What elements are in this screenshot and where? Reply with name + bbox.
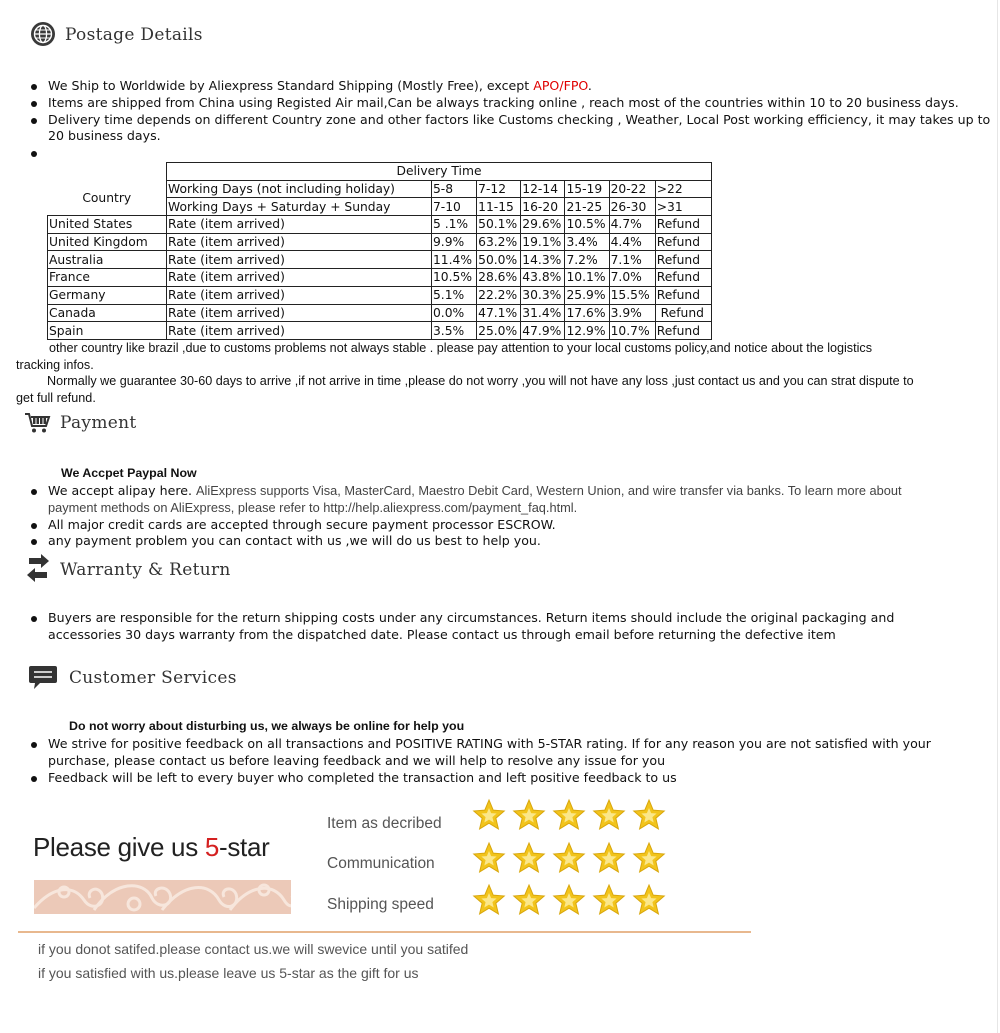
star-icon (632, 798, 666, 832)
star-icon (472, 798, 506, 832)
star-icon (472, 883, 506, 917)
list-item: We Ship to Worldwide by Aliexpress Standard Shipping (Mostly Free), except APO/FPO. (22, 78, 992, 95)
table-cell: 11-15 (477, 198, 521, 216)
customs-note-line: tracking infos. (16, 358, 94, 372)
table-cell: 7.2% (565, 251, 609, 269)
table-row (48, 251, 712, 269)
list-item: All major credit cards are accepted through secure payment processor ESCROW. (22, 517, 982, 534)
table-cell: 3.9% (609, 304, 655, 322)
table-corner (48, 163, 167, 181)
star-row-shipping (472, 883, 666, 917)
table-cell: 0.0% (431, 304, 476, 322)
table-cell: 15-19 (565, 180, 609, 198)
table-cell: 28.6% (477, 269, 521, 287)
table-cell: 4.7% (609, 216, 655, 234)
chat-bubble-icon (28, 665, 58, 691)
rate-label: Rate (item arrived) (167, 269, 432, 287)
divider (18, 931, 751, 933)
country-cell: United Kingdom (48, 233, 167, 251)
table-cell: 7.0% (609, 269, 655, 287)
row-label: Working Days (not including holiday) (167, 180, 432, 198)
table-row (48, 304, 712, 322)
list-item: Items are shipped from China using Registed Air mail,Can be always tracking online , reach most of the countries within 10 to 20 business days. (22, 95, 992, 112)
list-item: We accept alipay here. AliExpress supports Visa, MasterCard, Maestro Debit Card, Western Union, and wire transfer via banks. To learn more about payment methods on AliExpress, please refer to http://help.aliexpress.com/payment_faq.html. (22, 483, 982, 517)
list-item: any payment problem you can contact with us ,we will do us best to help you. (22, 533, 982, 550)
decorative-swirl-banner (34, 880, 291, 914)
table-cell: 3.5% (431, 322, 476, 340)
table-cell: 4.4% (609, 233, 655, 251)
star-icon (552, 798, 586, 832)
table-cell: 30.3% (521, 286, 565, 304)
table-cell: 9.9% (431, 233, 476, 251)
star-icon (512, 841, 546, 875)
paypal-note: We Accpet Paypal Now (61, 466, 197, 480)
table-cell: 7-12 (477, 180, 521, 198)
table-cell: 5.1% (431, 286, 476, 304)
payment-title: Payment (60, 413, 137, 433)
guarantee-note-line: Normally we guarantee 30-60 days to arrive ,if not arrive in time ,please do not worry ,you will not have any loss ,just contact us and you can strat dispute to (47, 374, 914, 388)
table-cell: >22 (655, 180, 711, 198)
table-cell: 12.9% (565, 322, 609, 340)
star-icon (512, 798, 546, 832)
table-cell: 22.2% (477, 286, 521, 304)
table-row (48, 322, 712, 340)
table-cell: 47.1% (477, 304, 521, 322)
table-cell: 29.6% (521, 216, 565, 234)
footer-line: if you donot satifed.please contact us.we will swevice until you satifed (38, 941, 469, 957)
table-cell: >31 (655, 198, 711, 216)
customs-note-line: other country like brazil ,due to customs problems not always stable . please pay attention to your local customs policy,and notice about the logistics (49, 341, 872, 355)
table-cell: 25.0% (477, 322, 521, 340)
rate-label: Rate (item arrived) (167, 233, 432, 251)
table-cell: 20-22 (609, 180, 655, 198)
list-item: We strive for positive feedback on all transactions and POSITIVE RATING with 5-STAR rating. If for any reason you are not satisfied with your purchase, please contact us before leaving feedback and we will help to resolve any issue for you (22, 736, 942, 770)
table-cell: 19.1% (521, 233, 565, 251)
five-star-request: Please give us 5-star (33, 832, 270, 862)
excluded-region: APO/FPO (533, 78, 588, 93)
rate-label: Rate (item arrived) (167, 251, 432, 269)
table-cell: Refund (655, 269, 711, 287)
star-icon (552, 841, 586, 875)
star-icon (552, 883, 586, 917)
table-cell: 10.5% (431, 269, 476, 287)
table-cell: Refund (655, 286, 711, 304)
star-icon (512, 883, 546, 917)
table-row (48, 269, 712, 287)
table-cell: 7.1% (609, 251, 655, 269)
star-icon (472, 841, 506, 875)
table-cell: 3.4% (565, 233, 609, 251)
payment-header (24, 411, 136, 435)
online-note: Do not worry about disturbing us, we always be online for help you (69, 719, 465, 733)
rate-label: Rate (item arrived) (167, 304, 432, 322)
list-item: Delivery time depends on different Country zone and other factors like Customs checking , Weather, Local Post working efficiency, it may takes up to 20 business days. (22, 112, 992, 146)
table-cell: 14.3% (521, 251, 565, 269)
rating-label-item: Item as decribed (327, 815, 442, 832)
list-item: Feedback will be left to every buyer who completed the transaction and left positive feedback to us (22, 770, 942, 787)
table-row (48, 233, 712, 251)
payment-bullets (22, 483, 982, 550)
table-cell: 10.1% (565, 269, 609, 287)
table-cell: 12-14 (521, 180, 565, 198)
country-cell: Spain (48, 322, 167, 340)
table-cell: Refund (655, 216, 711, 234)
row-label: Working Days + Saturday + Sunday (167, 198, 432, 216)
delivery-time-table (47, 162, 712, 340)
table-cell: 10.5% (565, 216, 609, 234)
rating-label-communication: Communication (327, 855, 435, 872)
postage-bullets (22, 78, 992, 162)
country-header: Country (48, 180, 167, 215)
table-cell: 15.5% (609, 286, 655, 304)
star-icon (592, 841, 626, 875)
country-cell: United States (48, 216, 167, 234)
exchange-arrows-icon (25, 554, 51, 586)
table-cell: 17.6% (565, 304, 609, 322)
customer-bullets (22, 736, 942, 786)
shopping-cart-icon (24, 411, 52, 435)
table-cell: Refund (655, 233, 711, 251)
page-edge (997, 0, 998, 1033)
table-cell: Refund (655, 251, 711, 269)
table-cell: 50.1% (477, 216, 521, 234)
rate-label: Rate (item arrived) (167, 286, 432, 304)
country-cell: France (48, 269, 167, 287)
table-cell: 5-8 (431, 180, 476, 198)
table-row (48, 286, 712, 304)
country-cell: Canada (48, 304, 167, 322)
table-cell: 31.4% (521, 304, 565, 322)
postage-title: Postage Details (65, 25, 203, 45)
table-cell: 5 .1% (431, 216, 476, 234)
table-cell: 11.4% (431, 251, 476, 269)
country-cell: Australia (48, 251, 167, 269)
table-cell: 21-25 (565, 198, 609, 216)
swirl-pattern-icon (34, 880, 291, 914)
postage-header (29, 20, 203, 50)
table-cell: 26-30 (609, 198, 655, 216)
warranty-title: Warranty & Return (60, 560, 231, 580)
guarantee-note-line: get full refund. (16, 391, 96, 405)
table-cell: Refund (655, 304, 711, 322)
table-cell: 16-20 (521, 198, 565, 216)
star-icon (592, 798, 626, 832)
star-icon (632, 883, 666, 917)
table-cell: 63.2% (477, 233, 521, 251)
table-cell: 43.8% (521, 269, 565, 287)
list-item (22, 145, 992, 162)
table-cell: 47.9% (521, 322, 565, 340)
globe-icon (29, 20, 59, 50)
star-row-item (472, 798, 666, 832)
warranty-header (25, 554, 231, 586)
customer-header (28, 665, 237, 691)
star-row-communication (472, 841, 666, 875)
rate-label: Rate (item arrived) (167, 322, 432, 340)
star-icon (632, 841, 666, 875)
star-icon (592, 883, 626, 917)
rating-label-shipping: Shipping speed (327, 896, 434, 913)
country-cell: Germany (48, 286, 167, 304)
rate-label: Rate (item arrived) (167, 216, 432, 234)
table-row (48, 216, 712, 234)
list-item: Buyers are responsible for the return shipping costs under any circumstances. Return items should include the original packaging and accessories 30 days warranty from the dispatched date. Please contact us through email before returning the defective item (22, 610, 902, 644)
table-cell: Refund (655, 322, 711, 340)
delivery-time-header: Delivery Time (167, 163, 712, 181)
table-cell: 7-10 (431, 198, 476, 216)
table-cell: 50.0% (477, 251, 521, 269)
table-cell: 10.7% (609, 322, 655, 340)
footer-line: if you satisfied with us.please leave us 5-star as the gift for us (38, 965, 419, 981)
table-cell: 25.9% (565, 286, 609, 304)
warranty-bullets (22, 610, 902, 644)
customer-title: Customer Services (69, 668, 237, 688)
